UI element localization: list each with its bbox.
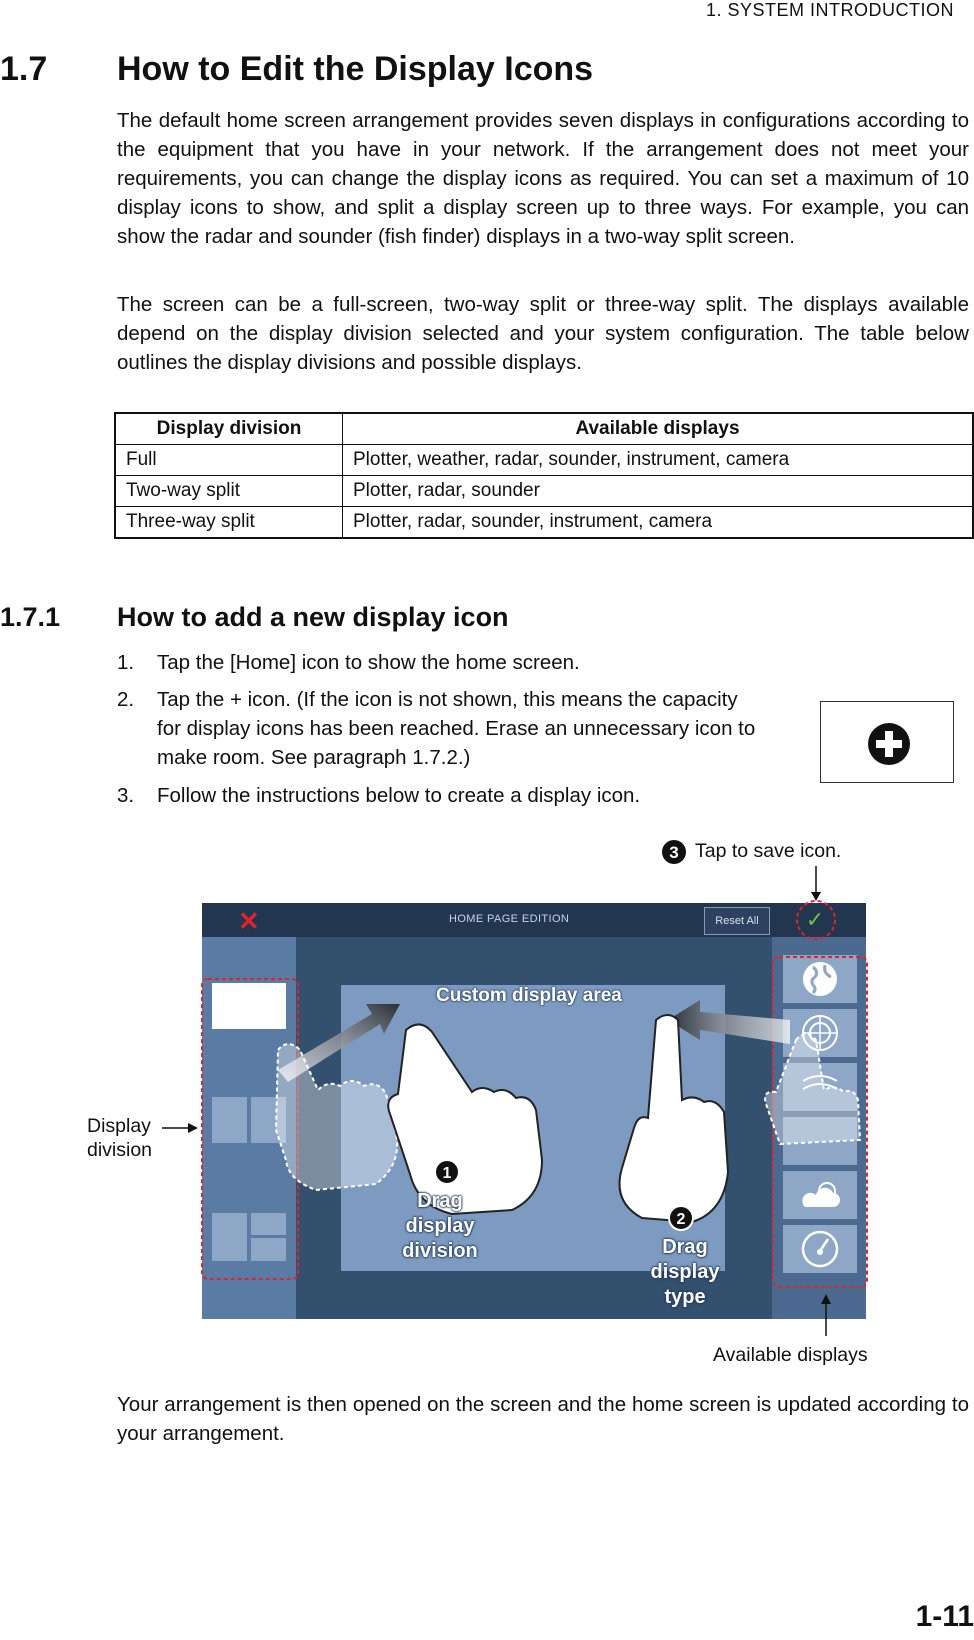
table-cell: Two-way split (115, 476, 343, 507)
drag-type-line: Drag (662, 1236, 708, 1258)
page-number: 1-11 (915, 1600, 974, 1633)
subsection-number: 1.7.1 (0, 602, 61, 632)
table-cell: Full (115, 445, 343, 476)
drag-division-line: display (405, 1215, 475, 1237)
drag-type-label (625, 1235, 745, 1310)
subsection-title: How to add a new display icon (117, 602, 509, 632)
badge-number: 2 (676, 1211, 686, 1228)
drag-division-label (380, 1189, 500, 1264)
close-icon[interactable]: ✕ (238, 906, 260, 936)
badge-number: 1 (442, 1165, 452, 1182)
display-division-callout (87, 1114, 152, 1162)
save-highlight (797, 901, 835, 939)
step-item (117, 648, 817, 677)
table-cell: Plotter, radar, sounder, instrument, camera (343, 507, 974, 539)
section-number: 1.7 (0, 50, 48, 88)
step-number: 1. (117, 651, 135, 674)
division-paragraph: The screen can be a full-screen, two-way split or three-way split. The displays available depend on the display division selected and your system configuration. The table below outlines the display divisions and possible displays. (117, 293, 969, 374)
table-header-row (115, 413, 973, 445)
step-item (117, 781, 817, 810)
drag-type-line: display (650, 1261, 720, 1283)
drag-arrow-right (668, 1000, 790, 1044)
step-number: 2. (117, 688, 135, 711)
hand-ghost-left (276, 1044, 397, 1190)
badge-number: 3 (669, 843, 679, 862)
step-text: Follow the instructions below to create a display icon. (157, 784, 641, 807)
table-row (115, 507, 973, 539)
available-displays-callout: Available displays (713, 1344, 868, 1366)
drag-type-line: type (664, 1286, 706, 1308)
hand-ghost-right (765, 1034, 860, 1144)
running-header: 1. SYSTEM INTRODUCTION (705, 0, 954, 20)
step-item (117, 685, 817, 772)
drag-division-line: Drag (417, 1190, 463, 1212)
save-callout: Tap to save icon. (695, 840, 842, 862)
table-row (115, 445, 973, 476)
table-cell: Three-way split (115, 507, 343, 539)
arrowhead (188, 1123, 198, 1133)
table-cell: Plotter, radar, sounder (343, 476, 974, 507)
step-number: 3. (117, 784, 135, 807)
intro-paragraph: The default home screen arrangement provides seven displays in configurations according to the equipment that you have in your network. If the arrangement does not meet your requirements, you can change the display icons as required. You can set a maximum of 10 display icons to show, and split a display screen up to three ways. For example, you can show the radar and sounder (fish finder) displays in a two-way split screen. (117, 109, 969, 248)
reset-all-button[interactable]: Reset All (704, 907, 770, 935)
hand-right (620, 1015, 729, 1222)
step-text: Tap the [Home] icon to show the home screen. (157, 651, 580, 674)
hand-left (388, 1024, 542, 1214)
drag-division-line: division (402, 1240, 478, 1262)
callout-line: division (87, 1139, 153, 1161)
arrowhead (821, 1294, 831, 1304)
arrowhead (811, 892, 821, 901)
section-title: How to Edit the Display Icons (117, 50, 594, 88)
table-row (115, 476, 973, 507)
section-heading (0, 50, 593, 89)
check-icon[interactable]: ✓ (805, 907, 825, 932)
subsection-heading (0, 602, 509, 633)
callout-line: Display (87, 1115, 151, 1137)
custom-area-label: Custom display area (436, 985, 622, 1006)
display-division-table (114, 412, 974, 539)
closing-paragraph: Your arrangement is then opened on the screen and the home screen is updated according to your arrangement. (117, 1393, 969, 1445)
screen-title: HOME PAGE EDITION (449, 913, 570, 925)
table-header: Available displays (343, 413, 974, 445)
table-header: Display division (115, 413, 343, 445)
plus-circle-icon (867, 722, 911, 766)
table-cell: Plotter, weather, radar, sounder, instrument, camera (343, 445, 974, 476)
plus-icon-box (820, 701, 954, 783)
step-text: Tap the + icon. (If the icon is not shown, this means the capacity for display icons has been reached. Erase an unnecessary icon to make room. See paragraph 1.7.2.) (157, 688, 756, 769)
